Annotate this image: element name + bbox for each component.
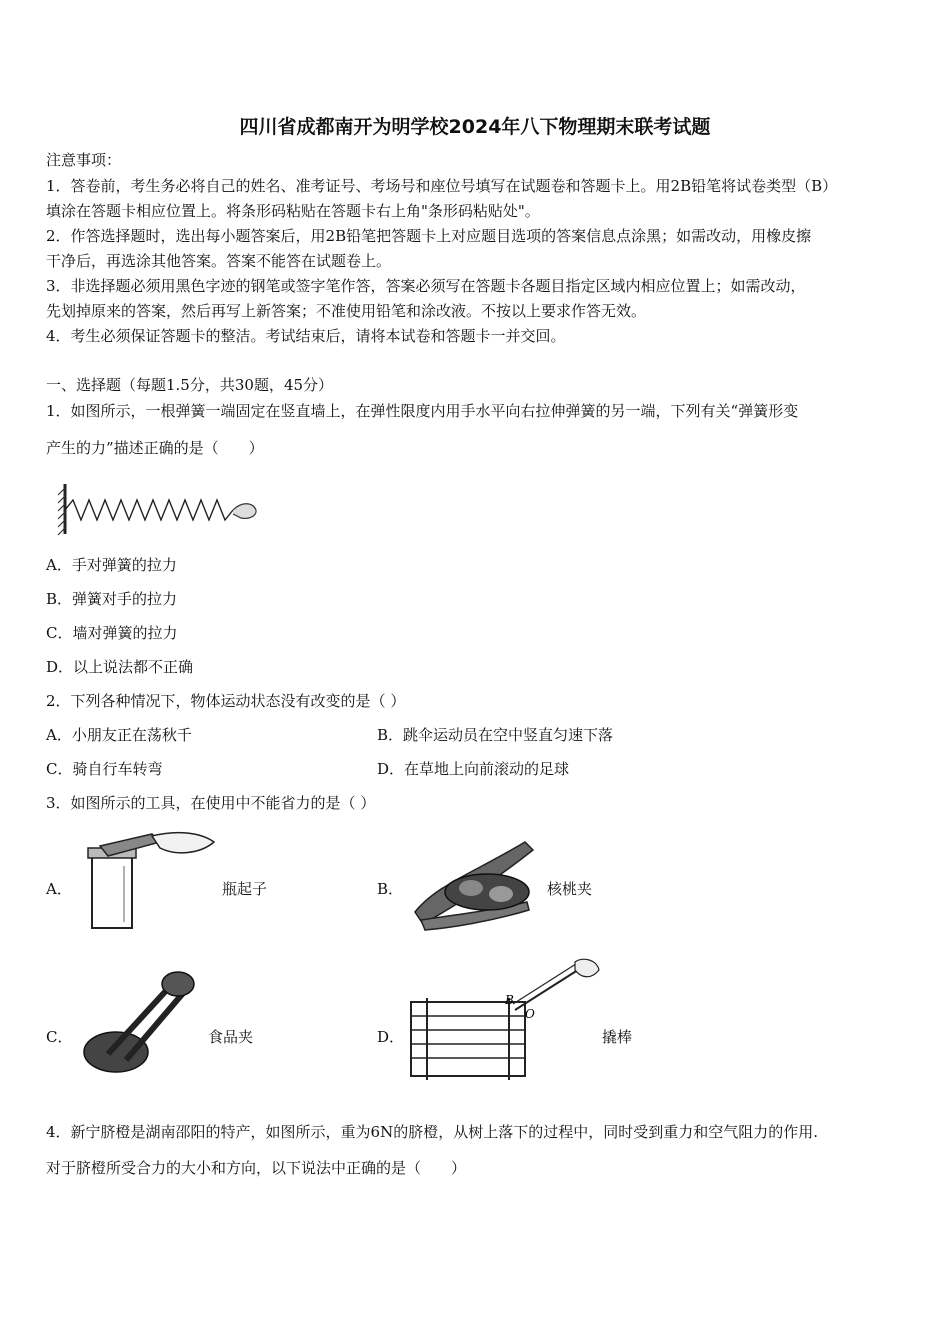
crowbar-figure — [405, 958, 605, 1082]
notes-heading: 注意事项： — [46, 151, 122, 169]
food-tongs-figure — [78, 968, 198, 1078]
note-line: 1．答卷前，考生务必将自己的姓名、准考证号、考场号和座位号填写在试题卷和答题卡上。用2B铅笔将试卷类型（B） — [46, 177, 838, 195]
q3-option-b-letter: B． — [377, 880, 404, 898]
section-heading: 一、选择题（每题1.5分，共30题，45分） — [46, 376, 334, 394]
page-title: 四川省成都南开为明学校2024年八下物理期末联考试题 — [239, 116, 711, 138]
nutcracker-figure — [405, 836, 545, 932]
q1-stem-cont: 产生的力”描述正确的是（ ） — [46, 439, 264, 457]
q2-option-b: B．跳伞运动员在空中竖直匀速下落 — [377, 726, 614, 744]
q2-option-a: A．小朋友正在荡秋千 — [46, 726, 192, 744]
q3-option-b-label: 核桃夹 — [547, 880, 593, 898]
q3-option-c-label: 食品夹 — [208, 1028, 254, 1046]
note-line: 2．作答选择题时，选出每小题答案后，用2B铅笔把答题卡上对应题目选项的答案信息点涂黑；如需改动，用橡皮擦 — [46, 227, 812, 245]
q2-option-c: C．骑自行车转弯 — [46, 760, 163, 778]
q3-option-d-letter: D． — [377, 1028, 405, 1046]
q2-stem: 2．下列各种情况下，物体运动状态没有改变的是（ ） — [46, 692, 406, 710]
q4-stem: 4．新宁脐橙是湖南邵阳的特产，如图所示，重为6N的脐橙，从树上落下的过程中，同时受到重力和空气阻力的作用. — [46, 1123, 818, 1141]
q1-option-a: A．手对弹簧的拉力 — [46, 556, 177, 574]
note-line: 先划掉原来的答案，然后再写上新答案；不准使用铅笔和涂改液。不按以上要求作答无效。 — [46, 302, 647, 320]
q3-option-c-letter: C． — [46, 1028, 73, 1046]
q3-stem: 3．如图所示的工具，在使用中不能省力的是（ ） — [46, 794, 376, 812]
q4-stem-cont: 对于脐橙所受合力的大小和方向，以下说法中正确的是（ ） — [46, 1159, 467, 1177]
note-line: 3．非选择题必须用黑色字迹的钢笔或签字笔作答，答案必须写在答题卡各题目指定区域内相应位置上；如需改动， — [46, 277, 806, 295]
q1-option-d: D．以上说法都不正确 — [46, 658, 194, 676]
q1-option-b: B．弹簧对手的拉力 — [46, 590, 178, 608]
point-b-label: B — [505, 993, 514, 1007]
q3-option-a-letter: A． — [46, 880, 72, 898]
q3-option-d-label: 撬棒 — [602, 1028, 633, 1046]
q3-option-a-label: 瓶起子 — [222, 880, 268, 898]
q1-option-c: C．墙对弹簧的拉力 — [46, 624, 178, 642]
spring-figure — [55, 478, 265, 540]
note-line: 4．考生必须保证答题卡的整洁。考试结束后，请将本试卷和答题卡一并交回。 — [46, 327, 566, 345]
note-line: 干净后，再选涂其他答案。答案不能答在试题卷上。 — [46, 252, 392, 270]
q2-option-d: D．在草地上向前滚动的足球 — [377, 760, 570, 778]
point-o-label: O — [525, 1007, 535, 1021]
q1-stem: 1．如图所示，一根弹簧一端固定在竖直墙上，在弹性限度内用手水平向右拉伸弹簧的另一端，下列有关“弹簧形变 — [46, 402, 799, 420]
bottle-opener-figure — [80, 826, 220, 930]
note-line: 填涂在答题卡相应位置上。将条形码粘贴在答题卡右上角"条形码粘贴处"。 — [46, 202, 540, 220]
